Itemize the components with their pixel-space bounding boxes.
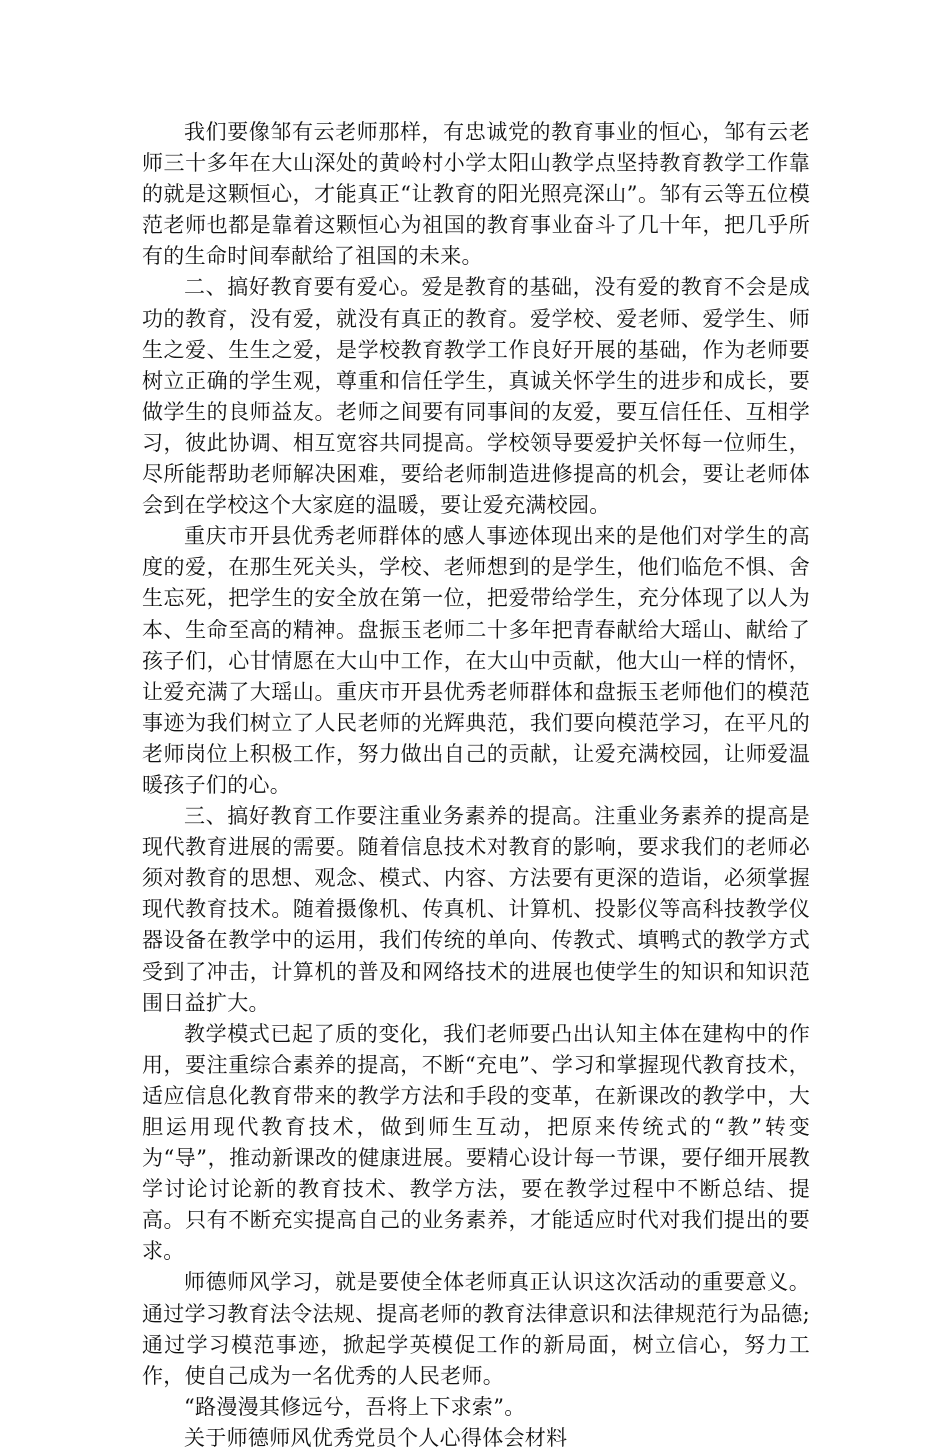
paragraph-perseverance: 我们要像邹有云老师那样，有忠诚党的教育事业的恒心，邹有云老师三十多年在大山深处的黄岭村小学太阳山教学点坚持教育教学工作靠的就是这颗恒心，才能真正“让教育的阳光照亮深山”。邹有云等五位模范老师也都是靠着这颗恒心为祖国的教育事业奋斗了几十年，把几乎所有的生命时间奉献给了祖国的未来。	[142, 120, 810, 269]
paragraph-quote: “路漫漫其修远兮，吾将上下求索”。	[184, 1394, 526, 1419]
paragraph-ethics-study: 师德师风学习，就是要使全体老师真正认识这次活动的重要意义。通过学习教育法令法规、提高老师的教育法律意识和法律规范行为品德;通过学习模范事迹，掀起学英模促工作的新局面，树立信心，努力工作，使自己成为一名优秀的人民老师。	[142, 1270, 810, 1388]
paragraph-chongqing-teachers: 重庆市开县优秀老师群体的感人事迹体现出来的是他们对学生的高度的爱，在那生死关头，学校、老师想到的是学生，他们临危不惧、舍生忘死，把学生的安全放在第一位，把爱带给学生，充分体现了以人为本、生命至高的精神。盘振玉老师二十多年把青春献给大瑶山、献给了孩子们，心甘情愿在大山中工作，在大山中贡献，他大山一样的情怀，让爱充满了大瑶山。重庆市开县优秀老师群体和盘振玉老师他们的模范事迹为我们树立了人民老师的光辉典范，我们要向模范学习，在平凡的老师岗位上积极工作，努力做出自己的贡献，让爱充满校园，让师爱温暖孩子们的心。	[142, 524, 810, 797]
paragraph-closing-title: 关于师德师风优秀党员个人心得体会材料	[184, 1425, 568, 1450]
paragraph-teaching-model: 教学模式已起了质的变化，我们老师要凸出认知主体在建构中的作用，要注重综合素养的提高，不断“充电”、学习和掌握现代教育技术，适应信息化教育带来的教学方法和手段的变革，在新课改的教学中，大胆运用现代教育技术，做到师生互动，把原来传统式的“教”转变为“导”，推动新课改的健康进展。要精心设计每一节课，要仔细开展教学讨论讨论新的教育技术、教学方法，要在教学过程中不断总结、提高。只有不断充实提高自己的业务素养，才能适应时代对我们提出的要求。	[142, 1021, 810, 1264]
paragraph-professional-quality: 三、搞好教育工作要注重业务素养的提高。注重业务素养的提高是现代教育进展的需要。随着信息技术对教育的影响，要求我们的老师必须对教育的思想、观念、模式、内容、方法要有更深的造诣，必须掌握现代教育技术。随着摄像机、传真机、计算机、投影仪等高科技教学仪器设备在教学中的运用，我们传统的单向、传教式、填鸭式的教学方式受到了冲击，计算机的普及和网络技术的进展也使学生的知识和知识范围日益扩大。	[142, 804, 810, 1015]
document-body	[142, 117, 810, 1454]
paragraph-love-heading: 二、搞好教育要有爱心。爱是教育的基础，没有爱的教育不会是成功的教育，没有爱，就没有真正的教育。爱学校、爱老师、爱学生、师生之爱、生生之爱，是学校教育教学工作良好开展的基础，作为老师要树立正确的学生观，尊重和信任学生，真诚关怀学生的进步和成长，要做学生的良师益友。老师之间要有同事间的友爱，要互信任任、互相学习，彼此协调、相互宽容共同提高。学校领导要爱护关怀每一位师生，尽所能帮助老师解决困难，要给老师制造进修提高的机会，要让老师体会到在学校这个大家庭的温暖，要让爱充满校园。	[142, 275, 810, 518]
